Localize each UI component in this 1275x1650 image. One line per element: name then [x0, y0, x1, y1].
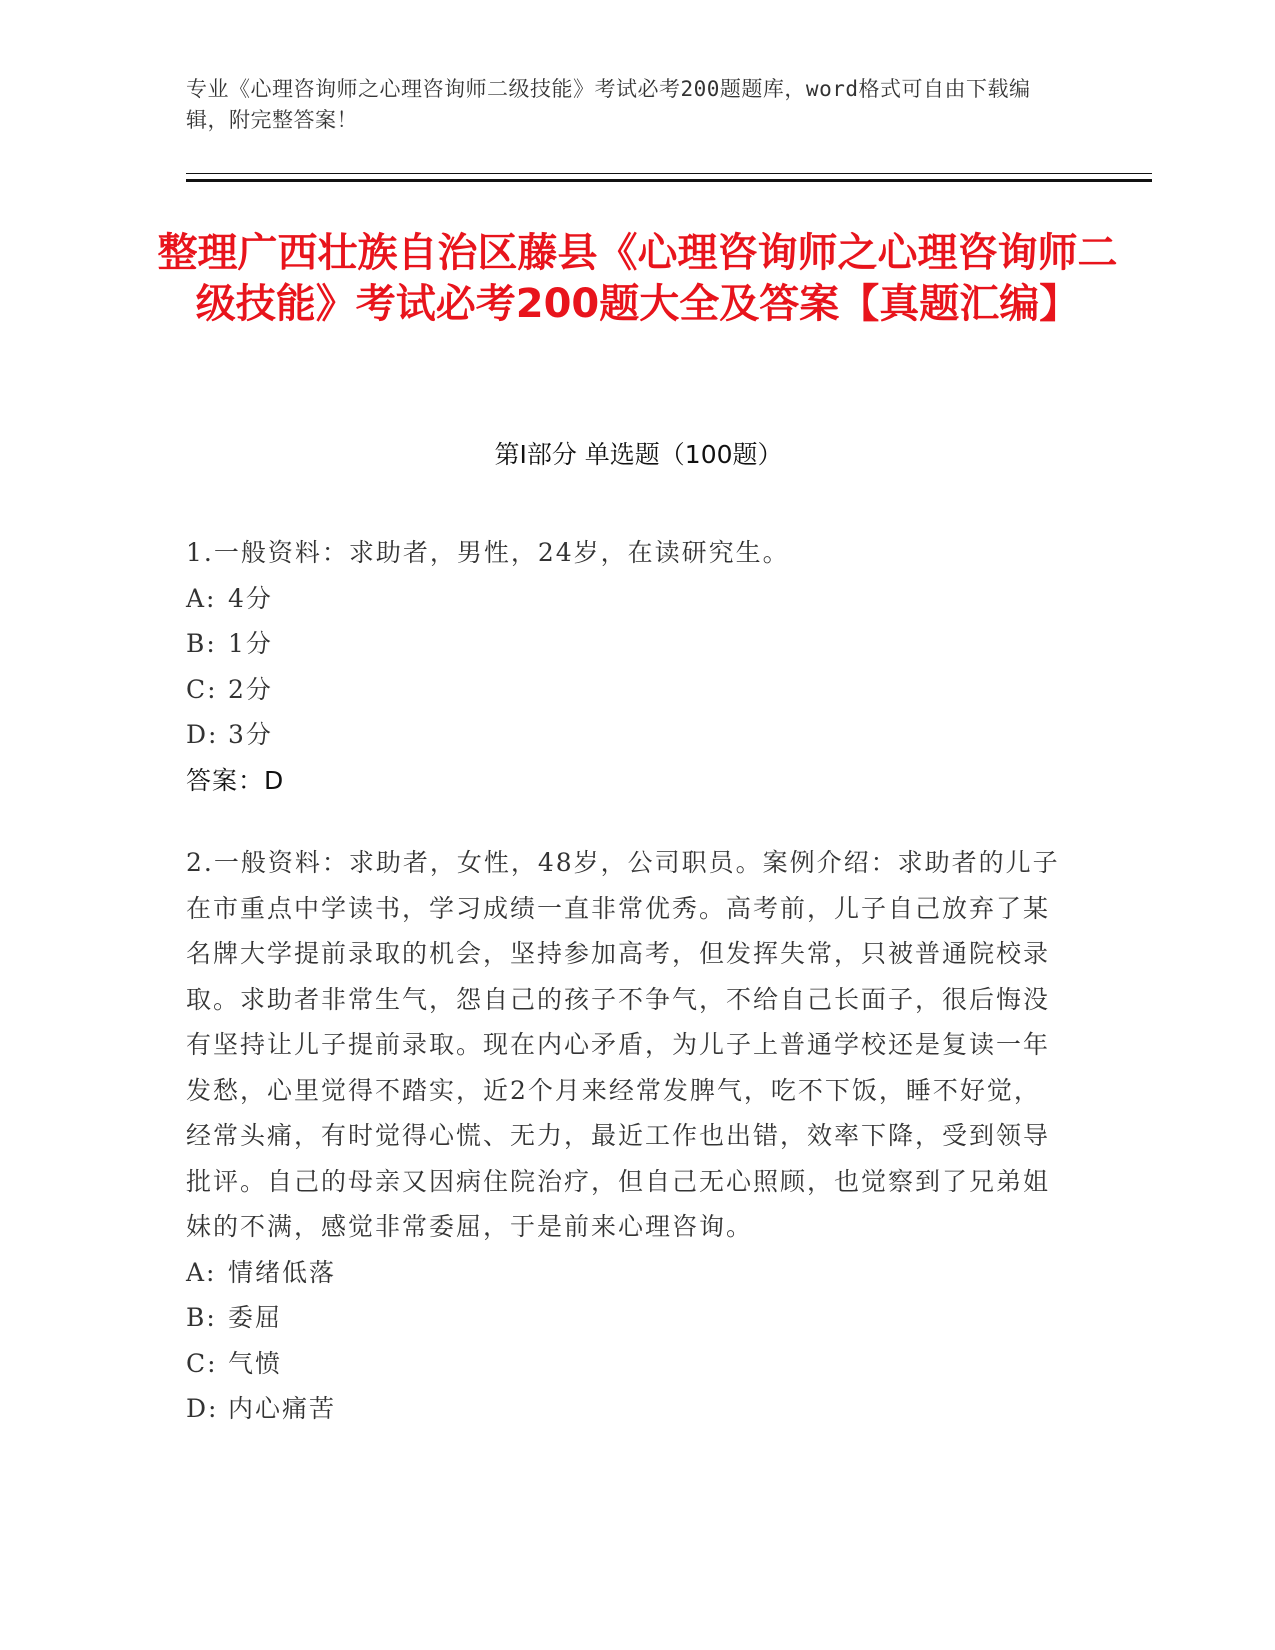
- option-letter: A:: [186, 1257, 217, 1287]
- question-1-option-d: [186, 712, 1066, 758]
- option-text: 4分: [228, 583, 273, 613]
- question-1: [186, 530, 1066, 803]
- option-letter: C:: [186, 674, 218, 704]
- question-1-answer: 答案：D: [186, 765, 285, 795]
- option-letter: D:: [186, 1394, 219, 1423]
- question-2-text: 2.一般资料：求助者，女性，48岁，公司职员。案例介绍：求助者的儿子在市重点中学读书，学习成绩一直非常优秀。高考前，儿子自己放弃了某名牌大学提前录取的机会，坚持参加高考，但发挥失常，只被普通院校录取。求助者非常生气，怨自己的孩子不争气，不给自己长面子，很后悔没有坚持让儿子提前录取。现在内心矛盾，为儿子上普通学校还是复读一年发愁，心里觉得不踏实，近2个月来经常发脾气，吃不下饭，睡不好觉，经常头痛，有时觉得心慌、无力，最近工作也出错，效率下降，受到领导批评。自己的母亲又因病住院治疗，但自己无心照顾，也觉察到了兄弟姐妹的不满，感觉非常委屈，于是前来心理咨询。: [186, 848, 1060, 1241]
- option-text: 2分: [228, 674, 273, 704]
- option-text: 内心痛苦: [228, 1394, 337, 1423]
- option-letter: D:: [186, 720, 219, 749]
- question-1-option-c: [186, 667, 1066, 713]
- document-title: 整理广西壮族自治区藤县《心理咨询师之心理咨询师二级技能》考试必考200题大全及答案【真题汇编】: [157, 230, 1118, 327]
- header-note: 专业《心理咨询师之心理咨询师二级技能》考试必考200题题库，word格式可自由下载编辑，附完整答案！: [186, 77, 1031, 132]
- option-text: 气愤: [228, 1348, 283, 1378]
- question-1-text: 1.一般资料：求助者，男性，24岁，在读研究生。: [186, 538, 790, 567]
- option-text: 3分: [228, 720, 273, 749]
- header-divider-thin: [186, 173, 1152, 174]
- question-2-option-b: [186, 1295, 1066, 1341]
- question-2-option-c: [186, 1341, 1066, 1387]
- section-heading: 第Ⅰ部分 单选题（100题）: [494, 440, 783, 469]
- question-2-option-d: [186, 1386, 1066, 1432]
- option-text: 情绪低落: [228, 1257, 337, 1287]
- option-letter: B:: [186, 629, 217, 658]
- question-2-option-a: [186, 1250, 1066, 1296]
- option-letter: A:: [186, 583, 217, 613]
- option-text: 委屈: [228, 1303, 283, 1332]
- question-2: [186, 840, 1066, 1432]
- option-letter: C:: [186, 1348, 218, 1378]
- question-1-option-b: [186, 621, 1066, 667]
- question-1-option-a: [186, 576, 1066, 622]
- header-divider-thick: [186, 179, 1152, 182]
- option-text: 1分: [228, 629, 273, 658]
- option-letter: B:: [186, 1303, 217, 1332]
